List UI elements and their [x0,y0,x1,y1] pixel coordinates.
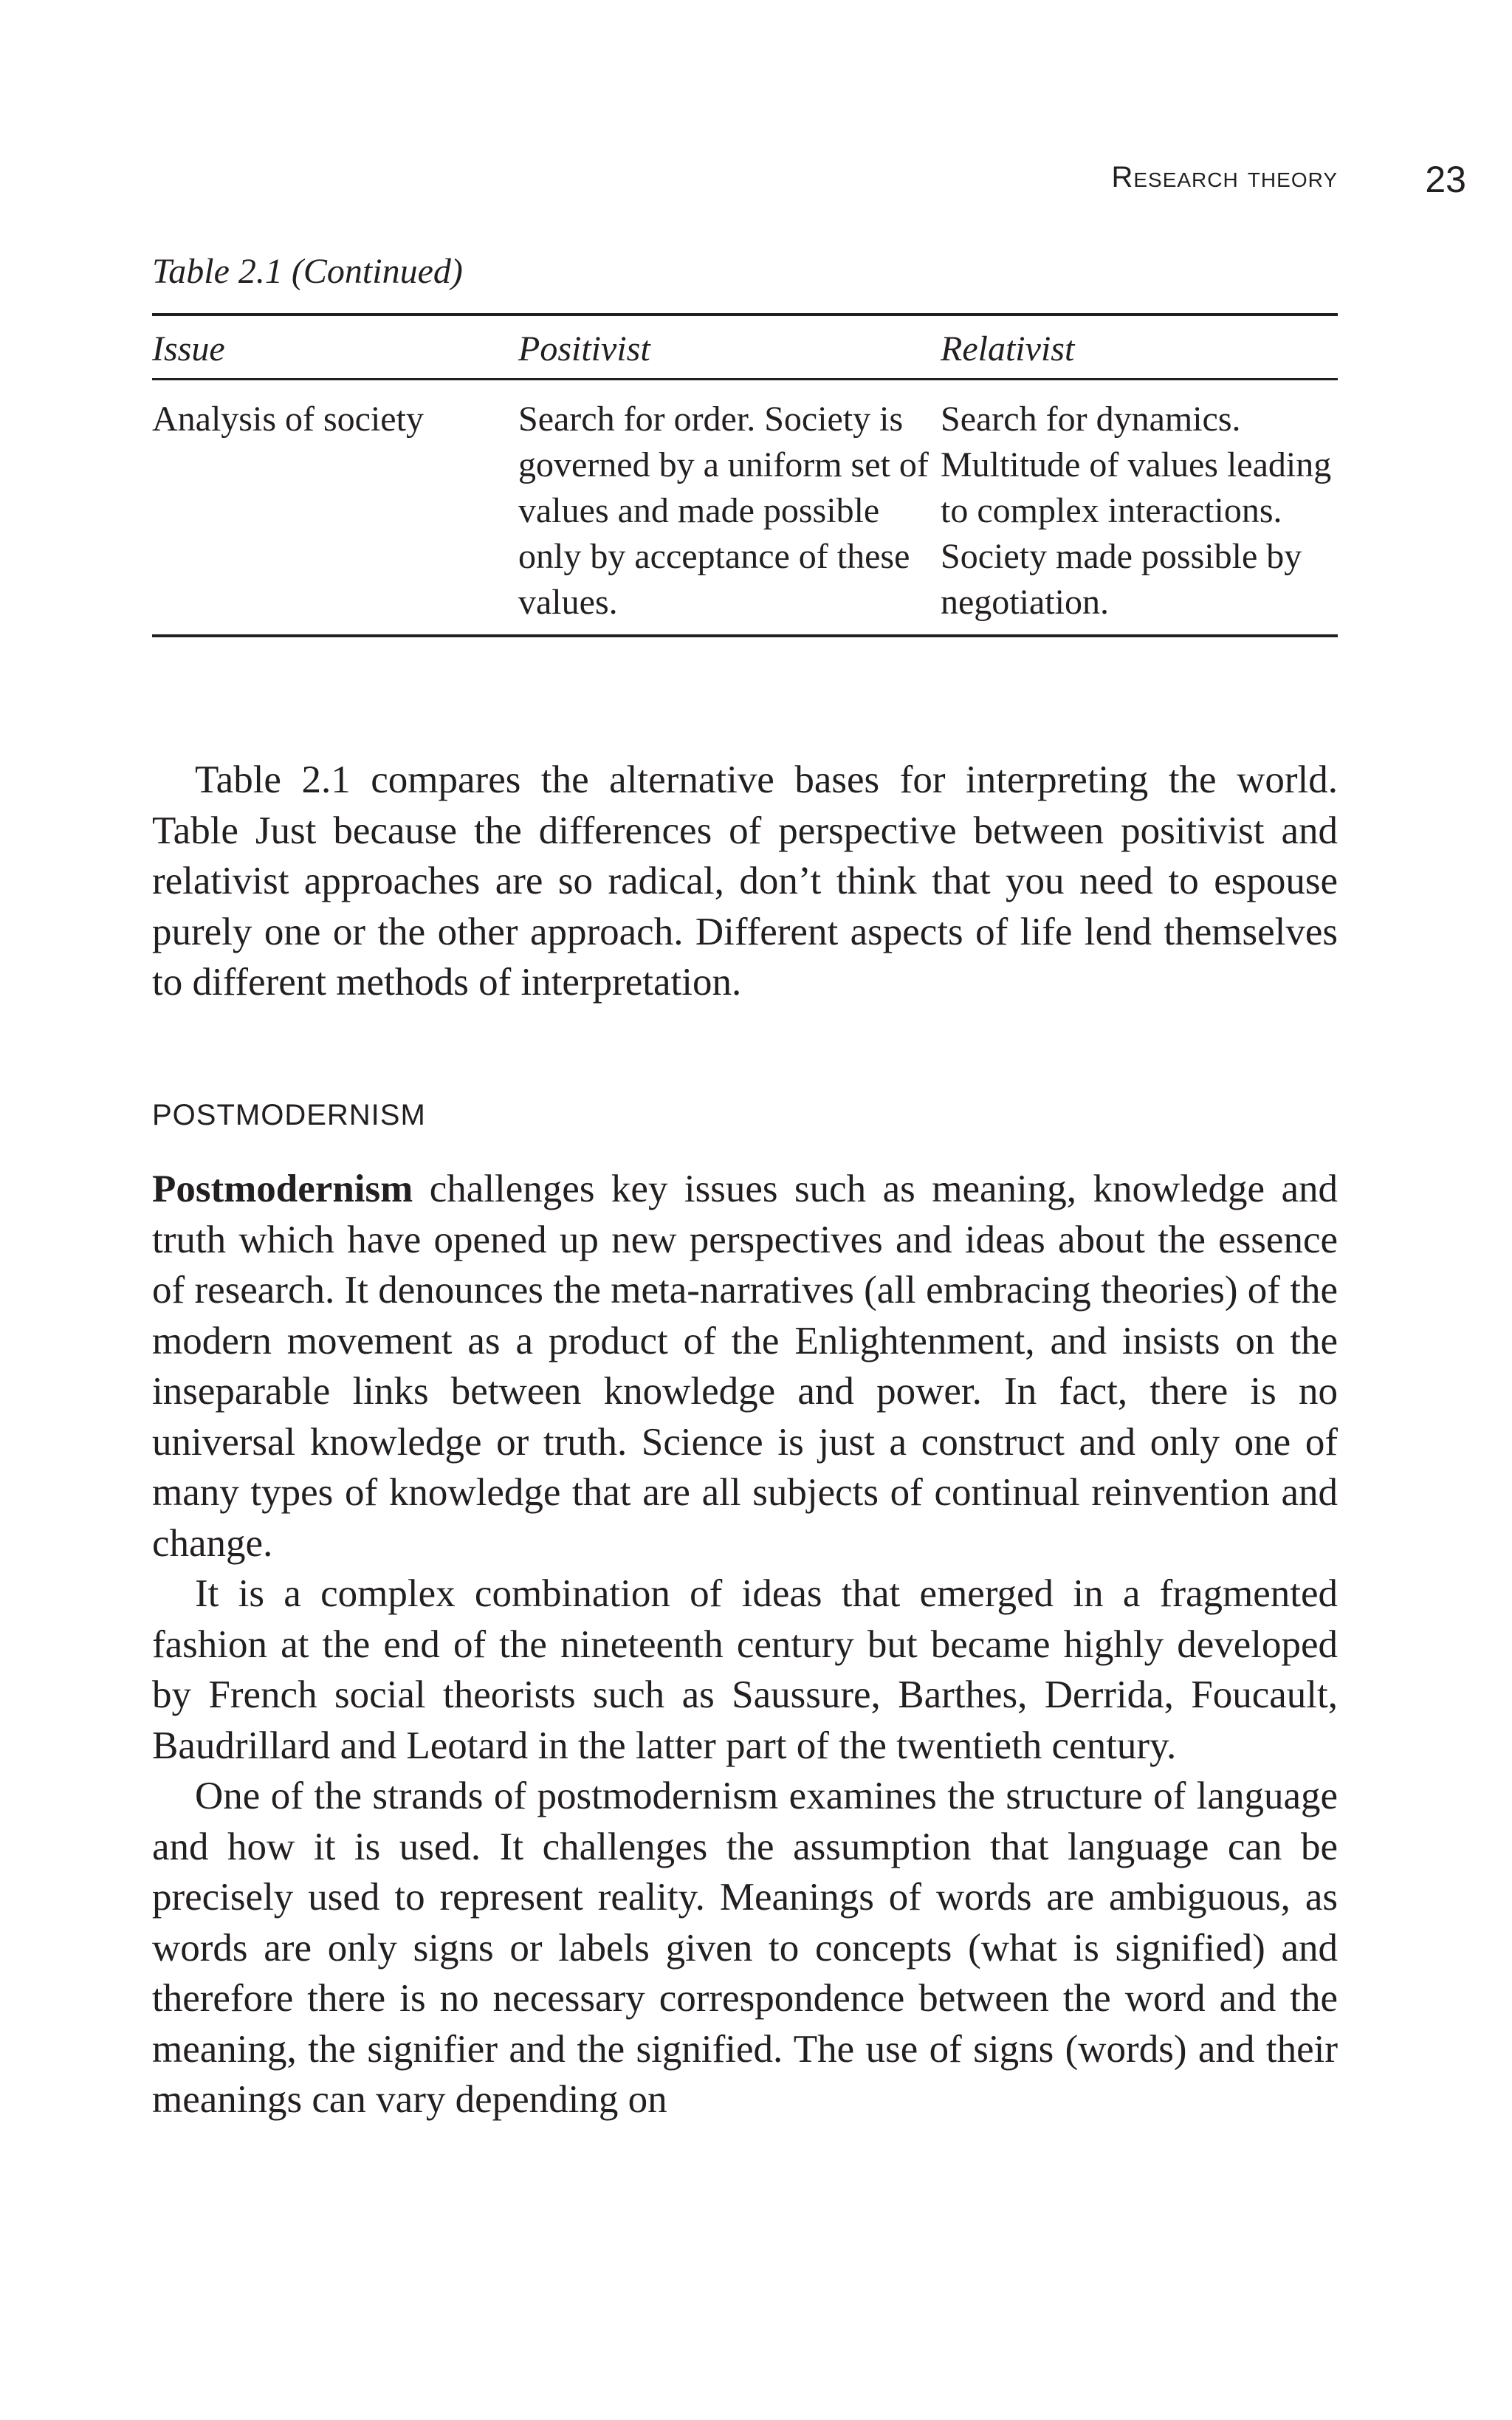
table [152,313,1338,637]
intro-text-block [152,755,1338,1008]
section-heading: POSTMODERNISM [152,1099,426,1131]
column-header-relativist: Relativist [941,315,1338,380]
section-paragraph-1-text: challenges key issues such as meaning, knowledge and truth which have opened up new perspectives and ideas about the essence of research. It denounces the meta-narratives (all embracing theories) of the modern movement as a product of the Enlightenment, and insists on the inseparable links between knowledge and power. In fact, there is no universal knowledge or truth. Science is just a construct and only one of many types of knowledge that are all subjects of continual reinvention and change. [152,1168,1338,1565]
header-row [152,315,1338,380]
table-body [152,380,1338,637]
comparison-table [152,313,1338,637]
running-head: Research theory [1111,161,1338,193]
table-header [152,315,1338,380]
key-term: Postmodernism [152,1168,413,1210]
section-paragraph-1 [152,1164,1338,1569]
page-number: 23 [1425,159,1466,200]
cell-issue: Analysis of society [152,380,518,637]
intro-paragraph: Table 2.1 compares the alternative bases for interpreting the world. Table Just because the differences of perspective between positivist and relativist approaches are so radical, don’t think that you need to espouse purely one or the other approach. Different aspects of life lend themselves to different methods of interpretation. [152,758,1338,1004]
cell-relativist: Search for dynamics. Multitude of values leading to complex interactions. Society made possible by negotiation. [941,380,1338,637]
column-header-positivist: Positivist [518,315,941,380]
cell-positivist: Search for order. Society is governed by a uniform set of values and made possible only by acceptance of these values. [518,380,941,637]
section-body [152,1164,1338,2125]
section-paragraph-2: It is a complex combination of ideas that emerged in a fragmented fashion at the end of the nineteenth century but became highly developed by French social theorists such as Saussure, Barthes, Derrida, Foucault, Baudrillard and Leotard in the latter part of the twentieth century. [152,1572,1338,1767]
column-header-issue: Issue [152,315,518,380]
section-paragraph-3: One of the strands of postmodernism examines the structure of language and how it is used. It challenges the assumption that language can be precisely used to represent reality. Meanings of words are ambiguous, as words are only signs or labels given to concepts (what is signified) and therefore there is no necessary correspondence between the word and the meaning, the signifier and the signified. The use of signs (words) and their meanings can vary depending on [152,1775,1338,2121]
table-caption: Table 2.1 (Continued) [152,252,463,291]
table-row [152,380,1338,637]
